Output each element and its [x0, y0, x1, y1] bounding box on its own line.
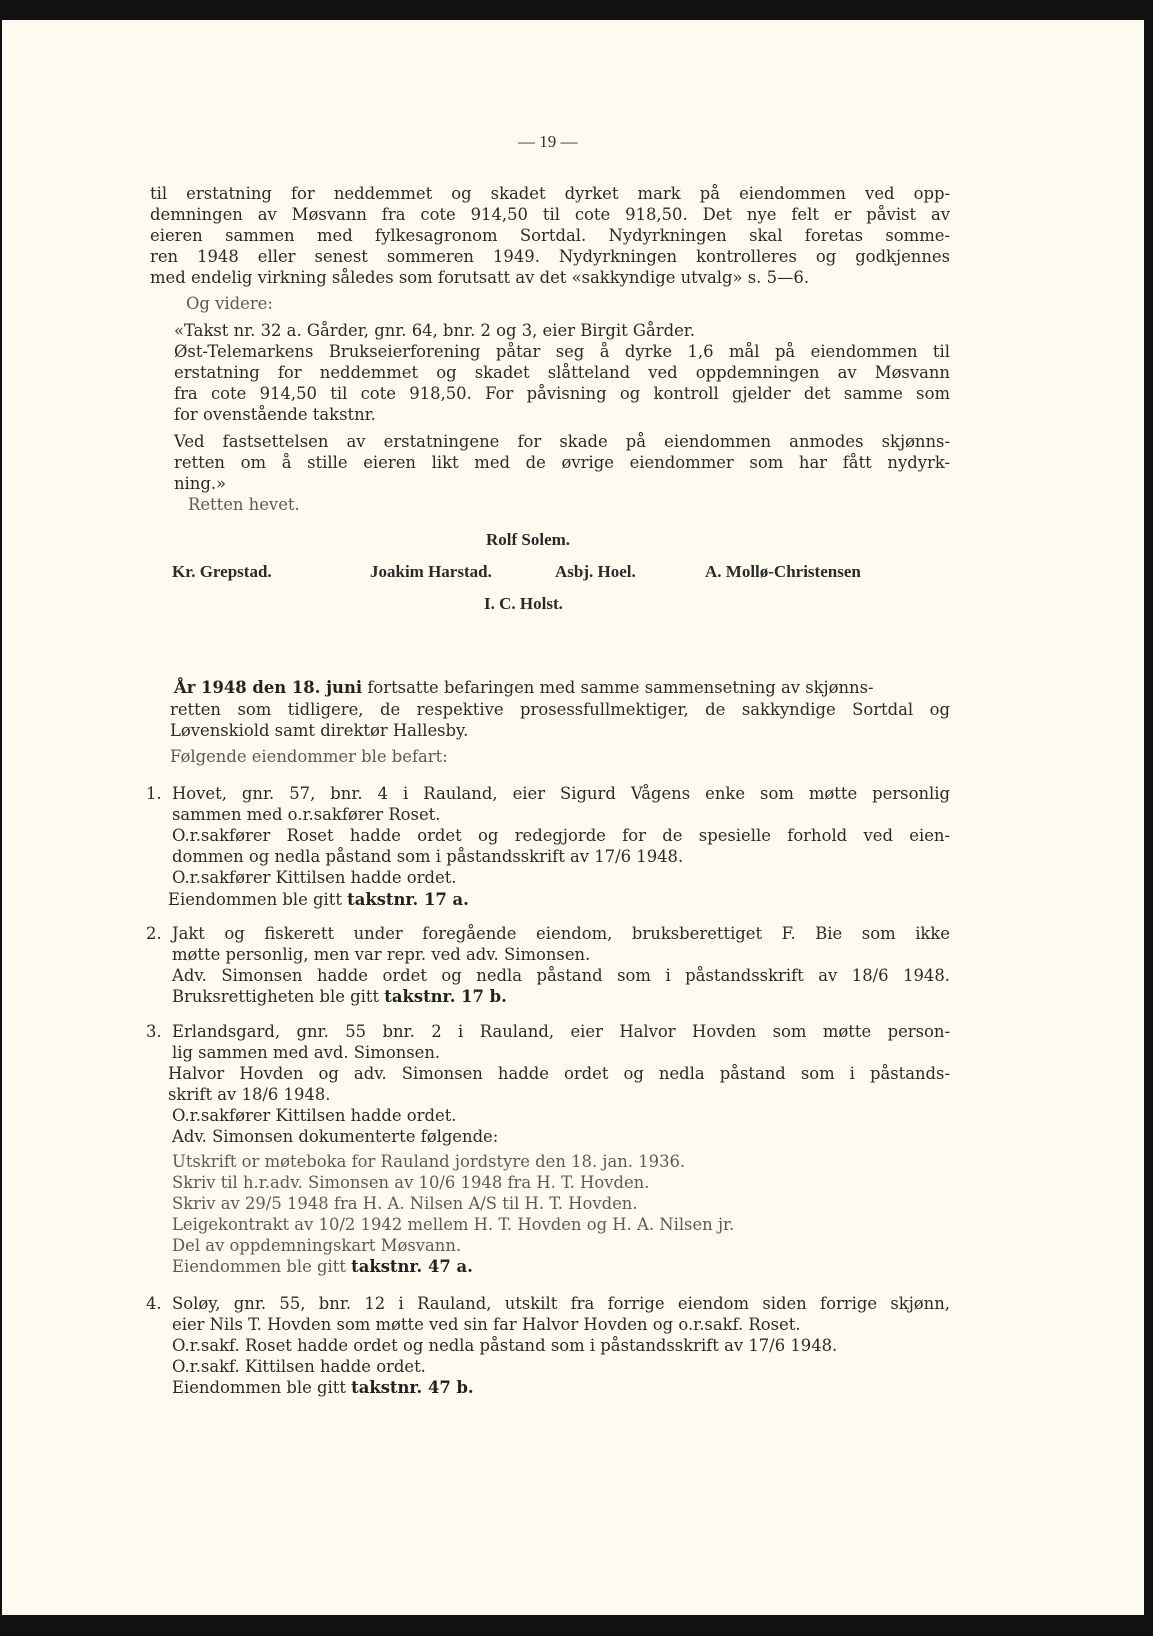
session-intro: Følgende eiendommer ble befart: — [170, 747, 448, 766]
item-line: Hovet, gnr. 57, bnr. 4 i Rauland, eier Sigurd Vågens enke som møtte personlig — [172, 784, 950, 803]
item-number: 3. — [146, 1022, 162, 1041]
item-line: O.r.sakfører Kittilsen hadde ordet. — [172, 1106, 457, 1125]
signature-hoel: Asbj. Hoel. — [555, 562, 636, 581]
paragraph-line: demningen av Møsvann fra cote 914,50 til cote 918,50. Det nye felt er påvist av — [150, 205, 950, 224]
item-line: Jakt og fiskerett under foregående eiendom, bruksberettiget F. Bie som ikke — [172, 924, 950, 943]
item-line: Halvor Hovden og adv. Simonsen hadde ordet og nedla påstand som i påstands- — [168, 1064, 950, 1083]
item-number: 1. — [146, 784, 162, 803]
document-entry: Del av oppdemningskart Møsvann. — [172, 1236, 462, 1255]
item-line: Soløy, gnr. 55, bnr. 12 i Rauland, utskilt fra forrige eiendom siden forrige skjønn, — [172, 1294, 950, 1313]
paragraph-line: ren 1948 eller senest sommeren 1949. Nydyrkningen kontrolleres og godkjennes — [150, 247, 950, 266]
signature-rolf-solem: Rolf Solem. — [486, 530, 571, 549]
item-line: møtte personlig, men var repr. ved adv. Simonsen. — [172, 945, 591, 964]
item-line: Adv. Simonsen hadde ordet og nedla påstand som i påstandsskrift av 18/6 1948. — [172, 966, 950, 985]
quote-line: erstatning for neddemmet og skadet slåtteland ved oppdemningen av Møsvann — [174, 363, 950, 382]
item-line: eier Nils T. Hovden som møtte ved sin far Halvor Hovden og o.r.sakf. Roset. — [172, 1315, 801, 1334]
quote-line: «Takst nr. 32 a. Gårder, gnr. 64, bnr. 2 og 3, eier Birgit Gårder. — [174, 321, 696, 340]
signature-holst: I. C. Holst. — [484, 594, 563, 613]
signature-harstad: Joakim Harstad. — [370, 562, 492, 581]
item-line: sammen med o.r.sakfører Roset. — [172, 805, 441, 824]
item-line: dommen og nedla påstand som i påstandsskrift av 17/6 1948. — [172, 847, 684, 866]
document-entry: Leigekontrakt av 10/2 1942 mellem H. T. Hovden og H. A. Nilsen jr. — [172, 1215, 735, 1234]
document-entry: Utskrift or møteboka for Rauland jordstyre den 18. jan. 1936. — [172, 1152, 686, 1171]
document-page — [2, 20, 1144, 1615]
signature-grepstad: Kr. Grepstad. — [172, 562, 272, 581]
item-line: skrift av 18/6 1948. — [168, 1085, 331, 1104]
og-videre: Og videre: — [186, 294, 273, 313]
paragraph-line: med endelig virkning således som forutsatt av det «sakkyndige utvalg» s. 5—6. — [150, 268, 810, 287]
item-result — [172, 1257, 473, 1278]
takst-number: takstnr. 17 a. — [347, 890, 469, 909]
result-prefix: Eiendommen ble gitt — [172, 1378, 352, 1397]
document-entry: Skriv av 29/5 1948 fra H. A. Nilsen A/S til H. T. Hovden. — [172, 1194, 638, 1213]
item-line: Erlandsgard, gnr. 55 bnr. 2 i Rauland, eier Halvor Hovden som møtte person- — [172, 1022, 950, 1041]
quote-line: Øst-Telemarkens Brukseierforening påtar seg å dyrke 1,6 mål på eiendommen til — [174, 342, 950, 361]
paragraph-line: til erstatning for neddemmet og skadet dyrket mark på eiendommen ved opp- — [150, 184, 950, 203]
quote-line: retten om å stille eieren likt med de øvrige eiendommer som har fått nydyrk- — [174, 453, 950, 472]
quote-line: ning.» — [174, 474, 227, 493]
item-result — [172, 987, 507, 1008]
result-prefix: Bruksrettigheten ble gitt — [172, 987, 385, 1006]
session-line: Løvenskiold samt direktør Hallesby. — [170, 721, 469, 740]
item-line: O.r.sakf. Kittilsen hadde ordet. — [172, 1357, 426, 1376]
item-line: O.r.sakf. Roset hadde ordet og nedla påstand som i påstandsskrift av 17/6 1948. — [172, 1336, 838, 1355]
signature-mollo-christensen: A. Mollø-Christensen — [705, 562, 861, 581]
takst-number: takstnr. 17 b. — [384, 987, 507, 1006]
session-text: fortsatte befaringen med samme sammensetning av skjønns- — [362, 678, 874, 697]
paragraph-line: eieren sammen med fylkesagronom Sortdal. Nydyrkningen skal foretas somme- — [150, 226, 950, 245]
session-line: retten som tidligere, de respektive prosessfullmektiger, de sakkyndige Sortdal og — [170, 700, 950, 719]
takst-number: takstnr. 47 a. — [351, 1257, 473, 1276]
quote-line: for ovenstående takstnr. — [174, 405, 376, 424]
takst-number: takstnr. 47 b. — [351, 1378, 474, 1397]
session-date: År 1948 den 18. juni — [174, 678, 363, 697]
quote-line: fra cote 914,50 til cote 918,50. For påvisning og kontroll gjelder det samme som — [174, 384, 950, 403]
quote-line: Ved fastsettelsen av erstatningene for skade på eiendommen anmodes skjønns- — [174, 432, 950, 451]
item-number: 2. — [146, 924, 162, 943]
document-entry: Skriv til h.r.adv. Simonsen av 10/6 1948 fra H. T. Hovden. — [172, 1173, 650, 1192]
item-line: O.r.sakfører Kittilsen hadde ordet. — [172, 868, 457, 887]
item-line: lig sammen med avd. Simonsen. — [172, 1043, 441, 1062]
retten-hevet: Retten hevet. — [188, 495, 300, 514]
result-prefix: Eiendommen ble gitt — [168, 890, 348, 909]
item-result — [168, 890, 469, 911]
item-number: 4. — [146, 1294, 162, 1313]
result-prefix: Eiendommen ble gitt — [172, 1257, 352, 1276]
item-line: O.r.sakfører Roset hadde ordet og redegjorde for de spesielle forhold ved eien- — [172, 826, 950, 845]
page-number: — 19 — — [518, 132, 578, 151]
item-result — [172, 1378, 474, 1399]
session-line — [174, 678, 874, 699]
item-line: Adv. Simonsen dokumenterte følgende: — [172, 1127, 499, 1146]
